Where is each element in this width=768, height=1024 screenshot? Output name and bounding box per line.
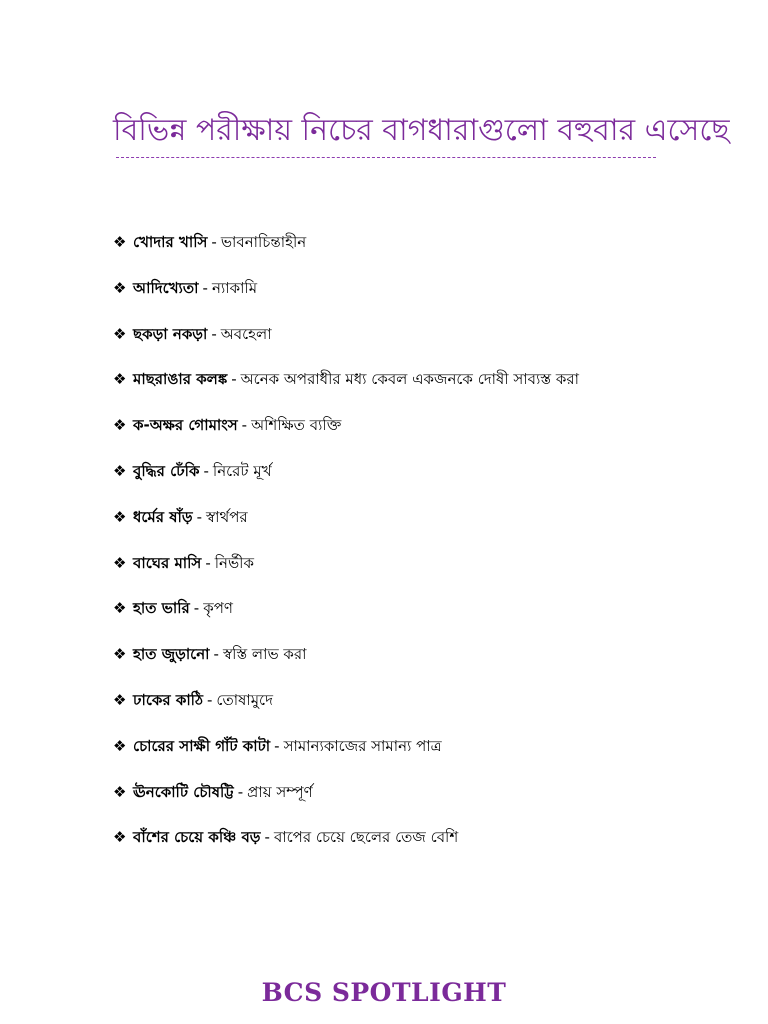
diamond-bullet-icon: ❖ [113,599,127,618]
idiom-term: আদিখ্যেতা [133,278,199,297]
idiom-term: ধর্মের ষাঁড় [133,507,193,526]
idiom-meaning: নিরেট মূর্খ [212,461,272,480]
idiom-meaning: অনেক অপরাধীর মধ্য কেবল একজনকে দোষী সাব্যস্ত করা [240,370,579,389]
diamond-bullet-icon: ❖ [113,690,127,709]
separator: - [237,782,244,801]
idiom-term: হাত জুড়ানো [133,645,210,664]
diamond-bullet-icon: ❖ [113,507,127,526]
idiom-term: হাত ভারি [133,599,190,618]
separator: - [274,736,280,755]
idiom-meaning: অবহেলা [220,324,272,343]
idiom-meaning: প্রায় সম্পূর্ণ [247,782,313,801]
diamond-bullet-icon: ❖ [113,782,127,801]
diamond-bullet-icon: ❖ [113,370,127,389]
idiom-meaning: নির্ভীক [214,553,254,572]
idiom-meaning: তোষামুদে [216,690,273,709]
list-item [113,503,673,549]
list-item [113,823,673,869]
diamond-bullet-icon: ❖ [113,736,127,755]
diamond-bullet-icon: ❖ [113,324,127,343]
list-item [113,640,673,686]
idiom-term: ঢাকের কাঠি [133,690,203,709]
list-item [113,594,673,640]
idiom-meaning: সামান্যকাজের সামান্য পাত্র [283,736,442,755]
separator: - [211,324,217,343]
idiom-term: বাঁশের চেয়ে কঞ্চি বড় [133,828,261,847]
list-item [113,549,673,595]
list-item [113,778,673,824]
list-item [113,228,673,274]
separator: - [264,828,270,847]
idiom-meaning: বাপের চেয়ে ছেলের তেজ বেশি [273,828,459,847]
separator: - [241,416,248,435]
idiom-term: খোদার খাসি [133,233,208,251]
list-item [113,686,673,732]
list-item [113,320,673,366]
idiom-meaning: অশিক্ষিত ব্যক্তি [251,416,342,435]
idiom-term: চোরের সাক্ষী গাঁট কাটা [133,736,271,755]
diamond-bullet-icon: ❖ [113,553,127,572]
idiom-term: মাছরাঙার কলঙ্ক [133,370,228,389]
footer-brand: BCS SPOTLIGHT [261,978,507,1007]
diamond-bullet-icon: ❖ [113,416,127,435]
separator: - [205,553,211,572]
idiom-meaning: ন্যাকামি [211,278,258,297]
diamond-bullet-icon: ❖ [113,645,127,664]
diamond-bullet-icon: ❖ [113,233,127,251]
idiom-term: ক-অক্ষর গোমাংস [133,416,238,435]
idiom-meaning: ভাবনাচিন্তাহীন [220,233,307,251]
separator: - [211,233,217,251]
idiom-meaning: স্বস্তি লাভ করা [222,645,307,664]
idiom-meaning: কৃপণ [203,599,233,618]
diamond-bullet-icon: ❖ [113,461,127,480]
idiom-term: বাঘের মাসি [133,553,202,572]
idiom-term: ছকড়া নকড়া [133,324,208,343]
diamond-bullet-icon: ❖ [113,828,127,847]
idiom-term: বুদ্ধির ঢেঁকি [133,461,200,480]
list-item [113,411,673,457]
page-title: বিভিন্ন পরীক্ষায় নিচের বাগধারাগুলো বহুবার এসেছে [113,113,730,148]
idiom-meaning: স্বার্থপর [206,507,248,526]
title-underline-divider [116,157,656,158]
separator: - [231,370,237,389]
separator: - [206,690,213,709]
idiom-list [113,228,673,869]
list-item [113,732,673,778]
list-item [113,365,673,411]
idiom-term: ঊনকোটি চৌষট্টি [133,782,234,801]
separator: - [202,278,208,297]
separator: - [193,599,200,618]
list-item [113,274,673,320]
separator: - [203,461,209,480]
separator: - [196,507,202,526]
list-item [113,457,673,503]
separator: - [213,645,219,664]
diamond-bullet-icon: ❖ [113,278,127,297]
